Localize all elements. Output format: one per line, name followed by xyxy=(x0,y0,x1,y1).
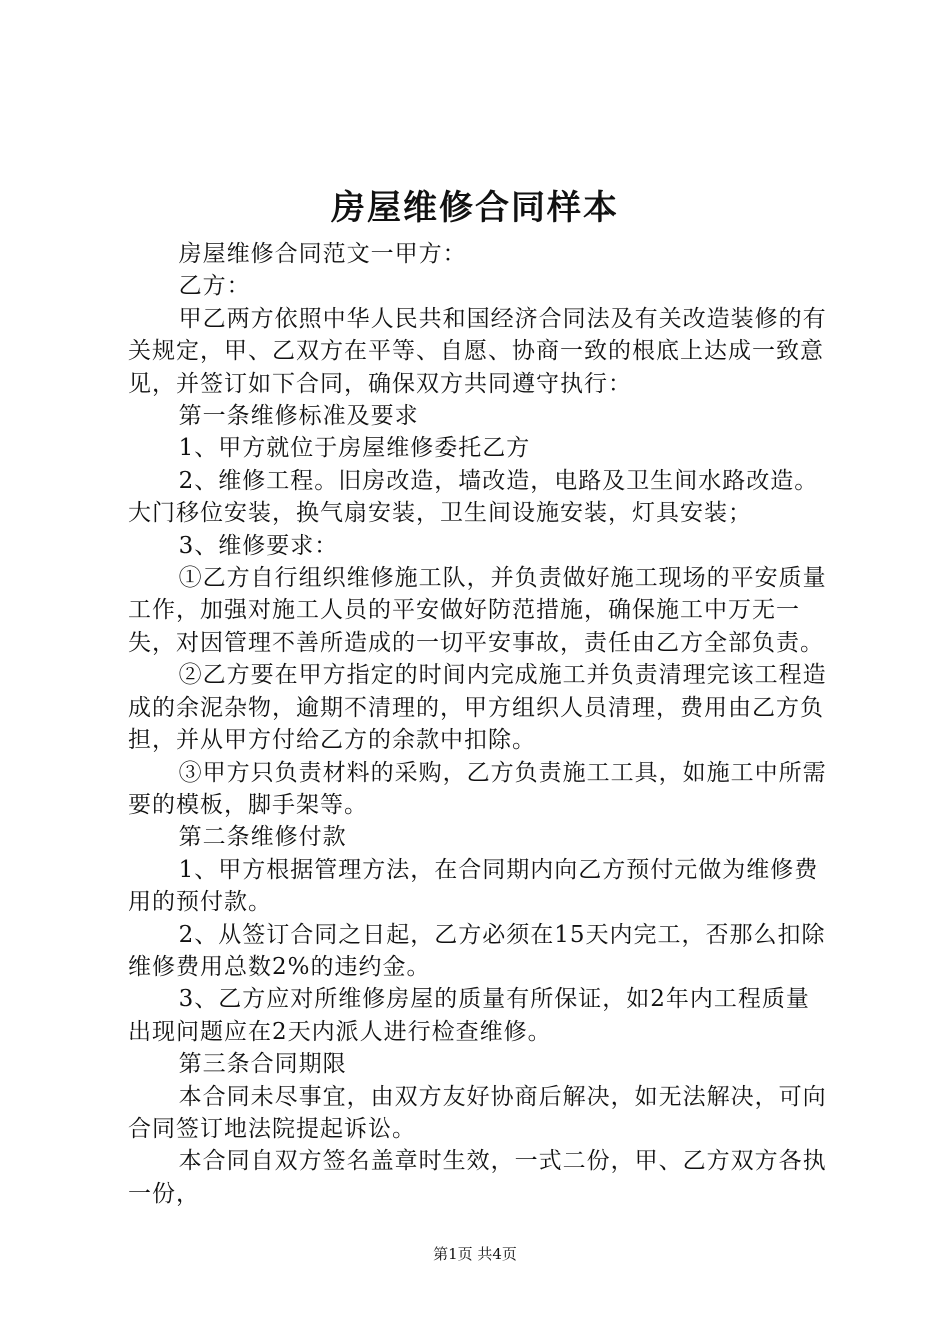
page-footer: 第1页 共4页 xyxy=(433,1245,517,1263)
requirement-2: ②乙方要在甲方指定的时间内完成施工并负责清理完该工程造成的余泥杂物，逾期不清理的，甲方组织人员清理，费用由乙方负担，并从甲方付给乙方的余款中扣除。 xyxy=(128,662,827,754)
paragraph-preamble: 甲乙两方依照中华人民共和国经济合同法及有关改造装修的有关规定，甲、乙双方在平等、自愿、协商一致的根底上达成一致意见，并签订如下合同，确保双方共同遵守执行： xyxy=(128,305,827,397)
paragraph-party-b: 乙方： xyxy=(178,273,251,300)
clause-3-1: 本合同未尽事宜，由双方友好协商后解决，如无法解决，可向合同签订地法院提起诉讼。 xyxy=(128,1083,827,1142)
clause-1-2: 2、维修工程。旧房改造，墙改造，电路及卫生间水路改造。大门移位安装，换气扇安装，卫生间设施安装，灯具安装； xyxy=(128,467,819,527)
clause-2-1: 1、甲方根据管理方法，在合同期内向乙方预付元做为维修费用的预付款。 xyxy=(128,856,819,916)
clause-2-2: 2、从签订合同之日起，乙方必须在15天内完工，否那么扣除维修费用总数2%的违约金。 xyxy=(128,921,826,980)
clause-1-1: 1、甲方就位于房屋维修委托乙方 xyxy=(178,435,531,462)
requirement-3: ③甲方只负责材料的采购，乙方负责施工工具，如施工中所需要的模板，脚手架等。 xyxy=(128,759,827,818)
section-heading-1: 第一条维修标准及要求 xyxy=(178,403,419,430)
requirement-1: ①乙方自行组织维修施工队，并负责做好施工现场的平安质量工作，加强对施工人员的平安做好防范措施，确保施工中万无一失，对因管理不善所造成的一切平安事故，责任由乙方全部负责。 xyxy=(128,565,827,656)
document-title: 房屋维修合同样本 xyxy=(331,188,619,228)
document-body xyxy=(128,238,832,1210)
clause-2-3: 3、乙方应对所维修房屋的质量有所保证，如2年内工程质量出现问题应在2天内派人进行检查维修。 xyxy=(128,986,810,1045)
section-heading-3: 第三条合同期限 xyxy=(178,1051,347,1078)
clause-1-3: 3、维修要求： xyxy=(178,532,339,559)
paragraph-party-a: 房屋维修合同范文一甲方： xyxy=(178,241,467,267)
clause-3-2: 本合同自双方签名盖章时生效，一式二份，甲、乙方双方各执一份， xyxy=(128,1148,827,1207)
section-heading-2: 第二条维修付款 xyxy=(178,824,347,851)
